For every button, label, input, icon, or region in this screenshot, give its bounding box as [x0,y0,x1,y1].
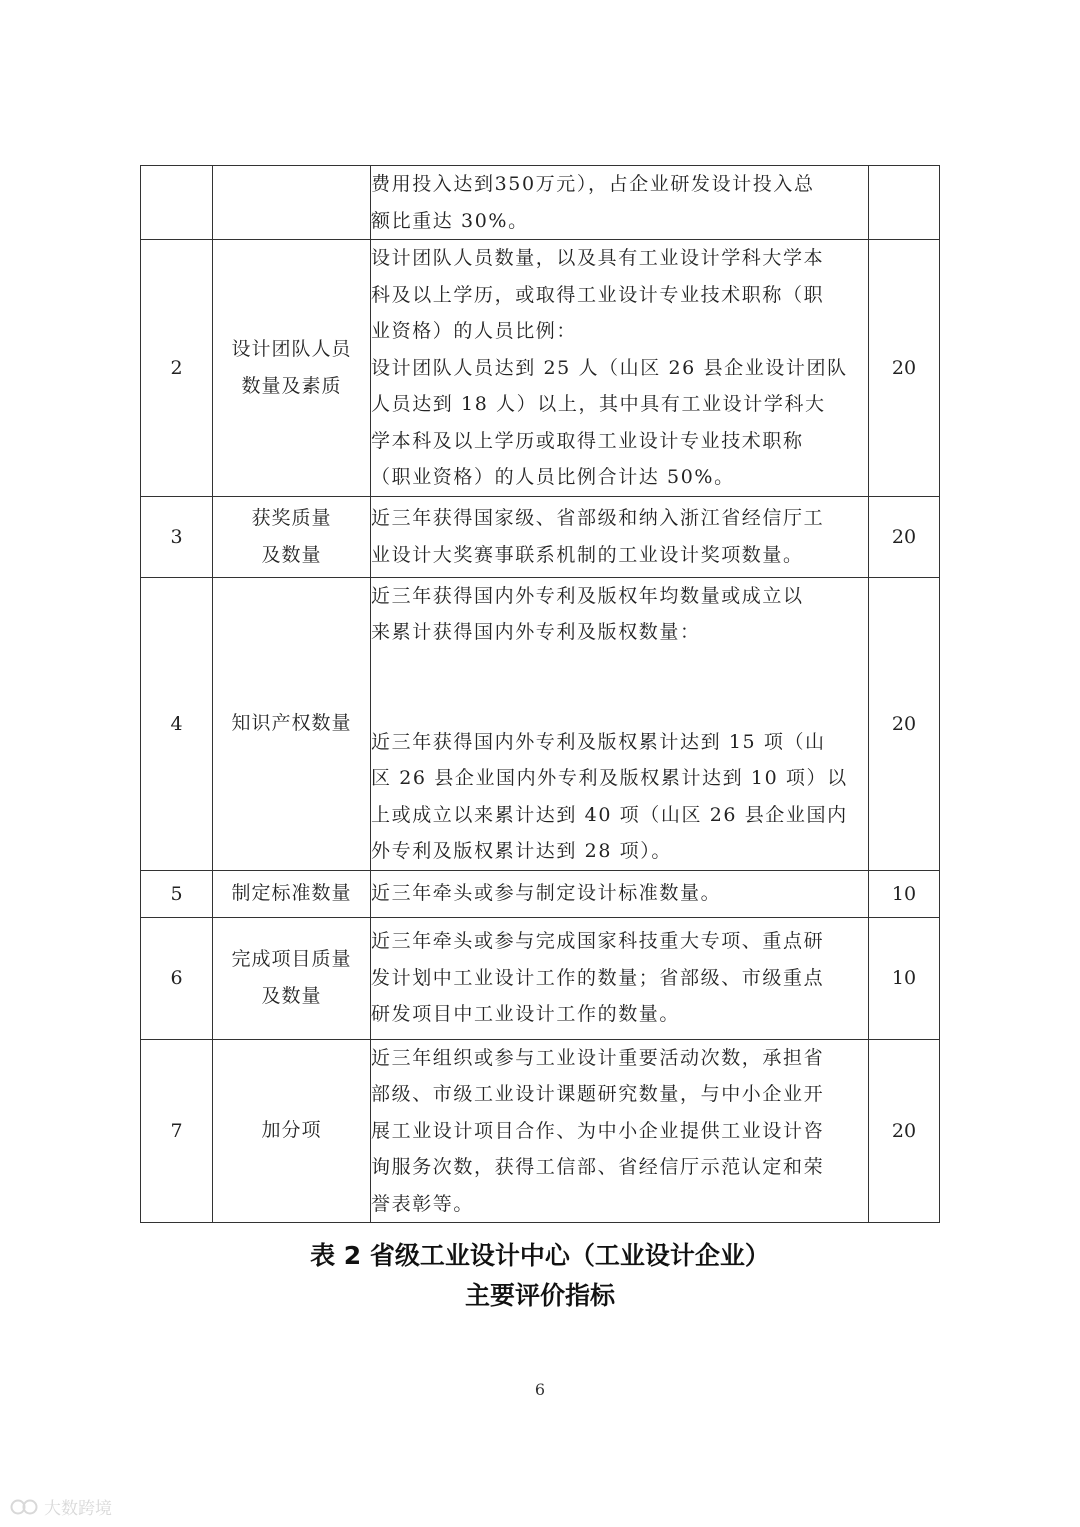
row-number: 4 [141,577,213,870]
desc-line: （职业资格）的人员比例合计达 50%。 [371,466,735,488]
desc-line: 近三年获得国内外专利及版权累计达到 15 项（山 [371,730,826,753]
row-number: 3 [141,496,213,577]
desc-line: 学本科及以上学历或取得工业设计专业技术职称 [371,429,804,452]
watermark-logo-icon [10,1497,40,1517]
name-line: 制定标准数量 [231,882,352,904]
row-description [371,870,869,917]
row-description [371,240,869,497]
row-number: 2 [141,240,213,497]
row-description [371,917,869,1039]
name-line: 设计团队人员 [231,337,352,360]
desc-line: 外专利及版权累计达到 28 项）。 [371,840,672,862]
name-line: 获奖质量 [251,506,332,529]
desc-line: 上或成立以来累计达到 40 项（山区 26 县企业国内 [371,803,848,826]
desc-line: 近三年获得国内外专利及版权年均数量或成立以 [371,584,804,607]
desc-line: 展工业设计项目合作、为中小企业提供工业设计咨 [371,1119,825,1142]
watermark [10,1494,112,1519]
row-item-name [213,870,371,917]
desc-line: 设计团队人员数量，以及具有工业设计学科大学本 [371,247,825,269]
row-score: 20 [869,240,940,497]
desc-line: 近三年组织或参与工业设计重要活动次数，承担省 [371,1046,825,1069]
desc-line: 人员达到 18 人）以上，其中具有工业设计学科大 [371,393,826,415]
desc-line: 近三年获得国家级、省部级和纳入浙江省经信厅工 [371,507,825,529]
row-score: 10 [869,917,940,1039]
row-item-name [213,577,371,870]
row-number: 5 [141,870,213,917]
name-line: 知识产权数量 [231,712,352,734]
table-row [141,577,940,870]
caption-line-1: 表 2 省级工业设计中心（工业设计企业） [310,1241,770,1270]
table-row [141,166,940,240]
name-line: 及数量 [261,543,322,566]
blank-gap [371,651,868,724]
name-line: 数量及素质 [241,374,342,397]
desc-line: 询服务次数，获得工信部、省经信厅示范认定和荣 [371,1156,825,1178]
row-score [869,166,940,240]
name-line: 及数量 [261,985,322,1007]
desc-line: 科及以上学历，或取得工业设计专业技术职称（职 [371,283,825,306]
page-number: 6 [534,1380,546,1399]
row-score: 10 [869,870,940,917]
desc-line: 额比重达 30%。 [371,209,529,232]
table-row [141,870,940,917]
row-description [371,496,869,577]
desc-line: 近三年牵头或参与完成国家科技重大专项、重点研 [371,930,825,953]
row-score: 20 [869,577,940,870]
name-line: 加分项 [261,1119,322,1142]
desc-line: 业设计大奖赛事联系机制的工业设计奖项数量。 [371,543,804,566]
row-item-name [213,166,371,240]
watermark-text: 大数跨境 [44,1499,112,1519]
desc-line: 费用投入达到350万元），占企业研发设计投入总 [371,173,815,195]
row-score: 20 [869,496,940,577]
row-description [371,577,869,870]
table-row [141,240,940,497]
name-line: 完成项目质量 [231,948,352,970]
desc-line: 研发项目中工业设计工作的数量。 [371,1003,681,1026]
desc-line: 来累计获得国内外专利及版权数量： [371,621,701,643]
desc-line: 发计划中工业设计工作的数量；省部级、市级重点 [371,966,825,989]
table-row [141,917,940,1039]
row-item-name [213,917,371,1039]
evaluation-table [140,165,940,1223]
row-description [371,166,869,240]
row-item-name [213,1039,371,1223]
caption-line-2: 主要评价指标 [464,1281,615,1310]
desc-line: 近三年牵头或参与制定设计标准数量。 [371,882,722,905]
row-number [141,166,213,240]
row-item-name [213,496,371,577]
row-number: 7 [141,1039,213,1223]
table-row [141,496,940,577]
table-row [141,1039,940,1223]
table-caption [0,1236,1080,1316]
desc-line: 设计团队人员达到 25 人（山区 26 县企业设计团队 [371,356,848,379]
desc-line: 誉表彰等。 [371,1192,475,1215]
desc-line: 部级、市级工业设计课题研究数量，与中小企业开 [371,1083,825,1105]
row-item-name [213,240,371,497]
row-description [371,1039,869,1223]
desc-line: 业资格）的人员比例： [371,320,578,342]
desc-line: 区 26 县企业国内外专利及版权累计达到 10 项）以 [371,767,848,789]
row-number: 6 [141,917,213,1039]
row-score: 20 [869,1039,940,1223]
